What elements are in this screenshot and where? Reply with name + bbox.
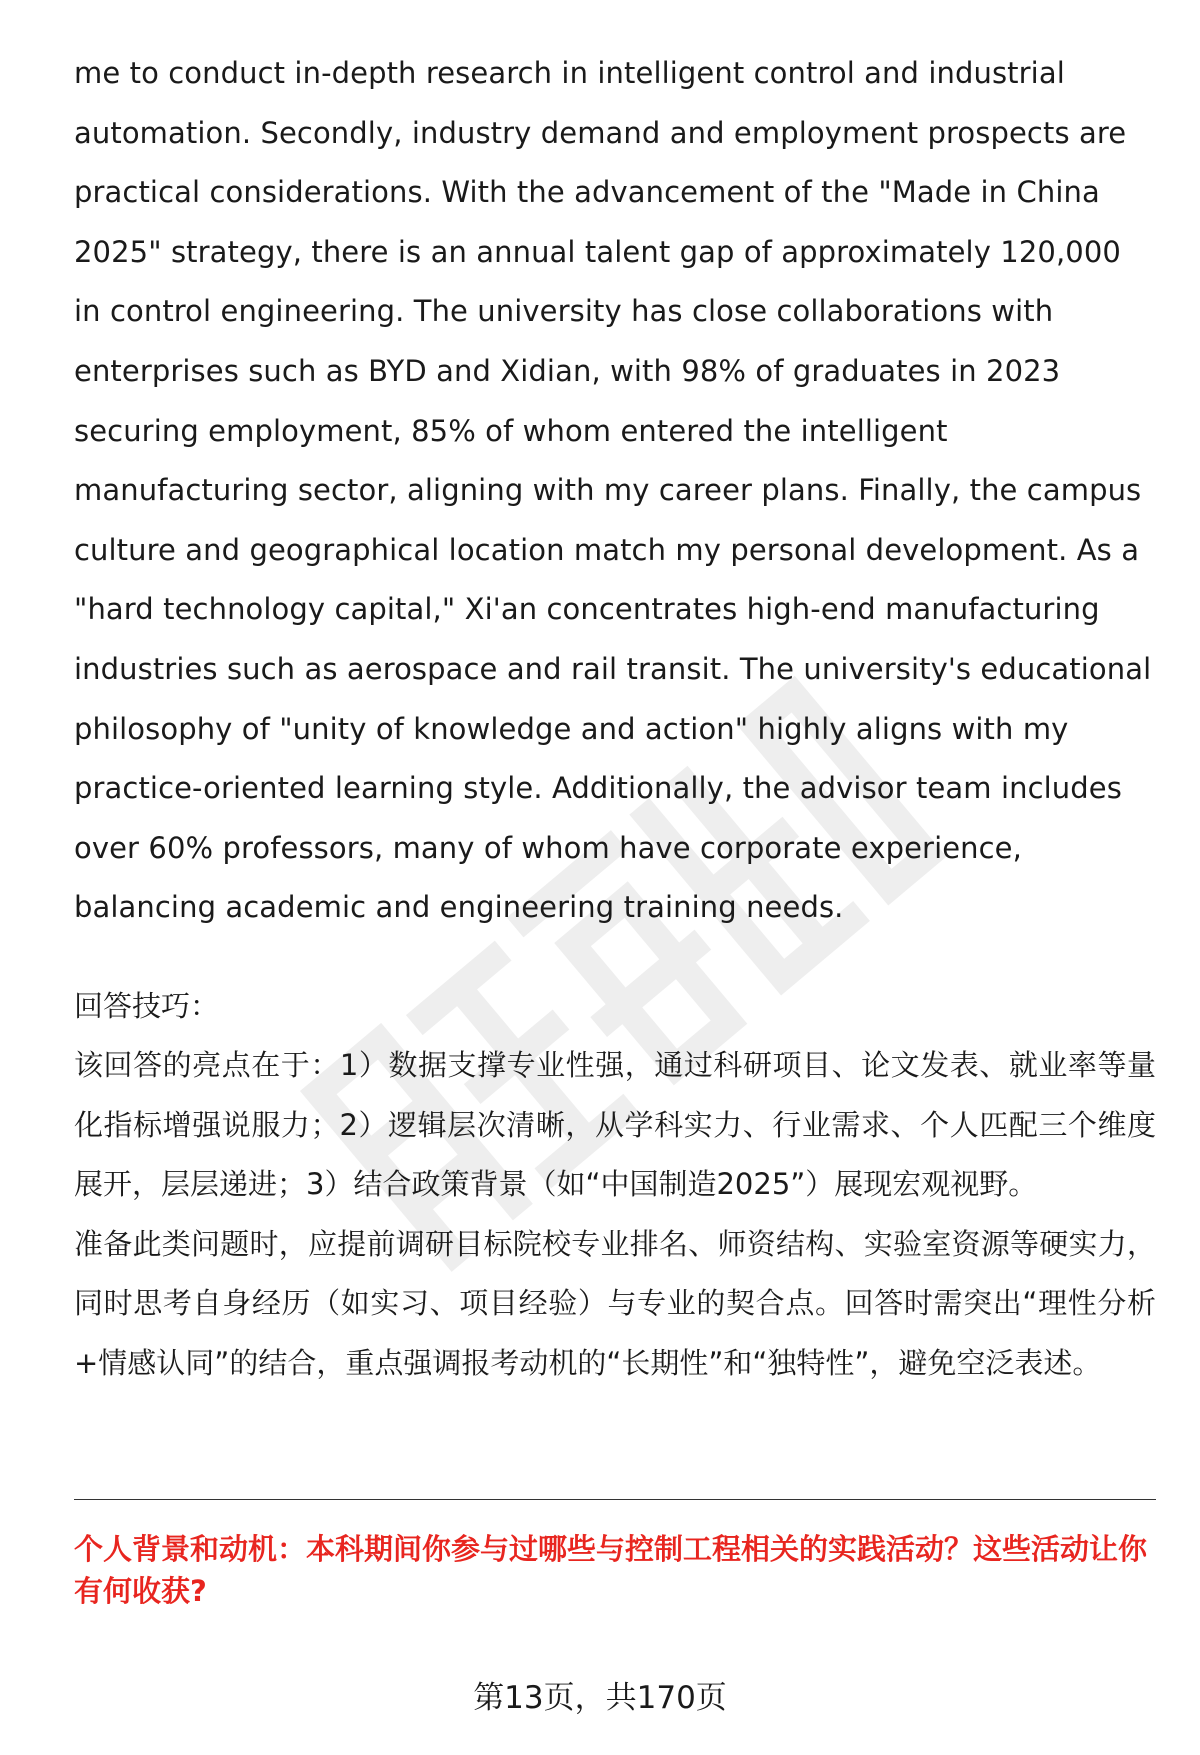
next-question-heading: 个人背景和动机：本科期间你参与过哪些与控制工程相关的实践活动？这些活动让你有何收获? [74, 1532, 1148, 1608]
tips-heading: 回答技巧： [74, 988, 220, 1023]
tips-paragraph-highlights: 该回答的亮点在于：1）数据支撑专业性强，通过科研项目、论文发表、就业率等量化指标增强说服力；2）逻辑层次清晰，从学科实力、行业需求、个人匹配三个维度展开，层层递进；3）结合政策背景（如“中国制造2025”）展现宏观视野。 [74, 1047, 1156, 1202]
page-number: 第13页，共170页 [473, 1680, 727, 1716]
section-divider [74, 1499, 1156, 1500]
page-content [74, 44, 1156, 1393]
english-answer-paragraph: me to conduct in-depth research in intelligent control and industrial automation. Secondly, industry demand and employment prospects are practical considerations. With the advancement of the "Made in China 2025" strategy, there is an annual talent gap of approximately 120,000 in control engineering. The university has close collaborations with enterprises such as BYD and Xidian, with 98% of graduates in 2023 securing employment, 85% of whom entered the intelligent manufacturing sector, aligning with my career plans. Finally, the campus culture and geographical location match my personal development. As a "hard technology capital," Xi'an concentrates high-end manufacturing industries such as aerospace and rail transit. The university's educational philosophy of "unity of knowledge and action" highly aligns with my practice-oriented learning style. Additionally, the advisor team includes over 60% professors, many of whom have corporate experience, balancing academic and engineering training needs. [74, 56, 1152, 925]
tips-paragraph-preparation: 准备此类问题时，应提前调研目标院校专业排名、师资结构、实验室资源等硬实力，同时思考自身经历（如实习、项目经验）与专业的契合点。回答时需突出“理性分析+情感认同”的结合，重点强调报考动机的“长期性”和“独特性”，避免空泛表述。 [74, 1226, 1156, 1380]
